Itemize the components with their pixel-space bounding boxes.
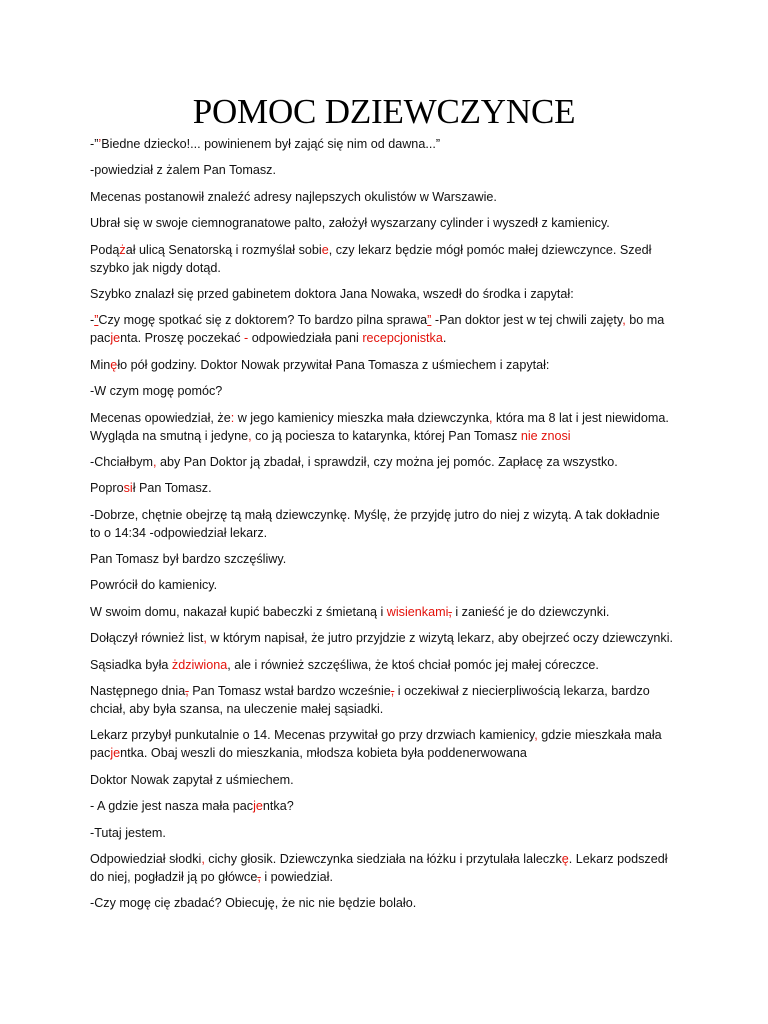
text-run: Doktor Nowak zapytał z uśmiechem. — [90, 772, 294, 787]
text-line — [90, 656, 690, 674]
text-run: Popro — [90, 481, 124, 496]
text-run: Podą — [90, 242, 120, 257]
text-run: w jego kamienicy mieszka mała dziewczynka — [234, 410, 489, 425]
text-line — [90, 797, 690, 815]
text-line — [90, 771, 690, 789]
text-run: chciał, aby była szansa, na uleczenie małej sąsiadki. — [90, 702, 384, 717]
correction-mark: , — [257, 869, 261, 884]
correction-mark: , — [390, 684, 395, 699]
paragraph — [90, 409, 690, 445]
text-run: -Pan doktor jest w tej chwili zajęty — [431, 313, 623, 328]
text-line — [90, 311, 690, 329]
correction-mark: , — [203, 631, 207, 646]
text-run: ntka. Obaj weszli do mieszkania, młodsza kobieta była poddenerwowana — [120, 746, 527, 761]
text-run: Wygląda na smutną i jedyne — [90, 428, 249, 443]
paragraph — [90, 311, 690, 347]
text-line — [90, 188, 690, 206]
correction-mark: : — [230, 410, 235, 425]
text-line — [90, 453, 690, 471]
text-run: - — [90, 313, 95, 328]
correction-mark: wisienkami — [386, 604, 449, 619]
correction-mark: , — [152, 454, 157, 469]
text-run: Odpowiedział słodki — [90, 851, 202, 866]
paragraph — [90, 356, 690, 374]
correction-mark: ę — [110, 357, 118, 372]
text-run: ntka? — [262, 799, 294, 814]
text-line — [90, 259, 690, 277]
paragraph — [90, 682, 690, 718]
text-run: i powiedział. — [260, 869, 333, 884]
text-run: Mecenas postanowił znaleźć adresy najlepszych okulistów w Warszawie. — [90, 189, 497, 204]
paragraph — [90, 797, 690, 815]
text-line — [90, 603, 690, 621]
text-run: do niej, pogładził ją po główce — [90, 869, 258, 884]
text-run: pac — [90, 746, 111, 761]
paragraph — [90, 285, 690, 303]
text-run: Biedne dziecko!... powinienem był zająć się nim od dawna...” — [101, 137, 441, 151]
text-run: , ale i również szczęśliwa, że ktoś chciał pomóc jej małej córeczce. — [227, 657, 599, 672]
paragraph — [90, 771, 690, 789]
paragraph — [90, 576, 690, 594]
text-run: odpowiedziała pani — [248, 331, 363, 346]
text-run: Min — [90, 357, 111, 372]
correction-mark: si — [123, 481, 133, 496]
text-line — [90, 427, 690, 445]
text-line — [90, 682, 690, 700]
text-line — [90, 479, 690, 497]
text-run: -Dobrze, chętnie obejrzę tą małą dziewczynkę. Myślę, że przyjdę jutro do niej z wizytą. A tak dokładnie — [90, 507, 660, 522]
text-line — [90, 524, 690, 542]
text-run: to o 14:34 -odpowiedział lekarz. — [90, 525, 268, 540]
paragraph — [90, 629, 690, 647]
paragraph — [90, 726, 690, 762]
text-line — [90, 329, 690, 347]
text-run: . Lekarz podszedł — [568, 851, 668, 866]
text-line — [90, 824, 690, 842]
text-line — [90, 161, 690, 179]
text-line — [90, 629, 690, 647]
correction-mark: , — [201, 851, 205, 866]
text-run: ł Pan Tomasz. — [132, 481, 212, 496]
paragraph — [90, 135, 690, 153]
text-run: szybko jak nigdy dotąd. — [90, 260, 221, 275]
text-line — [90, 894, 690, 912]
correction-mark: - — [244, 331, 249, 346]
correction-mark: , — [534, 728, 538, 743]
text-run: Sąsiadka była — [90, 657, 172, 672]
correction-mark: e — [321, 242, 329, 257]
text-run: ał ulicą Senatorską i rozmyślał sobi — [125, 242, 322, 257]
text-line — [90, 382, 690, 400]
text-run: Dołączył również list — [90, 631, 204, 646]
document-title: POMOC DZIEWCZYNCE — [192, 92, 576, 131]
text-run: Następnego dnia — [90, 684, 186, 699]
correction-mark: je — [110, 331, 121, 346]
paragraph — [90, 382, 690, 400]
text-run: bo ma — [625, 313, 665, 328]
text-run: Czy mogę spotkać się z doktorem? To bardzo pilna sprawa — [98, 313, 428, 328]
text-line — [90, 550, 690, 568]
text-run: w którym napisał, że jutro przyjdzie z wizytą lekarz, aby obejrzeć oczy dziewczynki. — [206, 631, 674, 646]
text-run: ło pół godziny. Doktor Nowak przywitał Pana Tomasza z uśmiechem i zapytał: — [117, 357, 550, 372]
text-line — [90, 214, 690, 232]
text-run: -” — [90, 137, 99, 151]
paragraph — [90, 241, 690, 277]
text-run: co ją pociesza to katarynka, której Pan Tomasz — [251, 428, 521, 443]
text-line — [90, 409, 690, 427]
text-run: -powiedział z żalem Pan Tomasz. — [90, 163, 276, 178]
correction-mark: nie znosi — [520, 428, 571, 443]
text-run: pac — [90, 331, 111, 346]
paragraph — [90, 188, 690, 206]
text-run: -Tutaj jestem. — [90, 825, 166, 840]
text-run: - A gdzie jest nasza mała pac — [90, 799, 254, 814]
text-run: Szybko znalazł się przed gabinetem doktora Jana Nowaka, wszedł do środka i zapytał: — [90, 286, 574, 301]
text-run: Pan Tomasz wstał bardzo wcześnie — [188, 684, 391, 699]
text-run: Ubrał się w swoje ciemnogranatowe palto, założył wyszarzany cylinder i wyszedł z kamienicy. — [90, 216, 610, 231]
text-line — [90, 850, 690, 868]
correction-mark: ż — [119, 242, 126, 257]
paragraph — [90, 506, 690, 542]
correction-mark: , — [448, 604, 452, 619]
text-line — [90, 744, 690, 762]
text-line — [90, 576, 690, 594]
paragraph — [90, 214, 690, 232]
correction-mark: ę — [561, 851, 569, 866]
text-run: Lekarz przybył punkutalnie o 14. Mecenas przywitał go przy drzwiach kamienicy — [90, 728, 535, 743]
text-line — [90, 135, 690, 153]
paragraph — [90, 479, 690, 497]
correction-mark: , — [248, 428, 252, 443]
text-run: gdzie mieszkała mała — [537, 728, 662, 743]
document-body — [90, 135, 690, 921]
correction-mark: recepcjonistka — [362, 331, 443, 346]
paragraph — [90, 550, 690, 568]
text-run: i zanieść je do dziewczynki. — [451, 604, 610, 619]
correction-mark: ’ — [98, 137, 102, 151]
text-run: cichy głosik. Dziewczynka siedziała na łóżku i przytulała laleczk — [204, 851, 562, 866]
text-run: W swoim domu, nakazał kupić babeczki z śmietaną i — [90, 604, 387, 619]
text-run: która ma 8 lat i jest niewidoma. — [492, 410, 669, 425]
paragraph — [90, 656, 690, 674]
correction-mark: , — [185, 684, 189, 699]
paragraph — [90, 824, 690, 842]
text-line — [90, 241, 690, 259]
text-run: nta. Proszę poczekać — [120, 331, 245, 346]
paragraph — [90, 850, 690, 886]
paragraph — [90, 161, 690, 179]
correction-mark: je — [253, 799, 263, 814]
paragraph — [90, 894, 690, 912]
correction-mark: je — [110, 746, 121, 761]
text-line — [90, 285, 690, 303]
text-line — [90, 700, 690, 718]
correction-mark: żdziwiona — [171, 657, 228, 672]
correction-mark: ” — [427, 313, 432, 328]
text-run: Powrócił do kamienicy. — [90, 578, 218, 593]
text-line — [90, 356, 690, 374]
text-run: i oczekiwał z niecierpliwością lekarza, bardzo — [394, 684, 650, 699]
text-run: , czy lekarz będzie mógł pomóc małej dziewczynce. Szedł — [328, 242, 652, 257]
text-run: Mecenas opowiedział, że — [90, 410, 231, 425]
paragraph — [90, 603, 690, 621]
text-line — [90, 506, 690, 524]
text-run: Pan Tomasz był bardzo szczęśliwy. — [90, 552, 287, 567]
correction-mark: , — [488, 410, 493, 425]
text-run: -Czy mogę cię zbadać? Obiecuję, że nic nie będzie bolało. — [90, 896, 417, 911]
text-run: -Chciałbym — [90, 454, 153, 469]
text-line — [90, 726, 690, 744]
correction-mark: , — [622, 313, 626, 328]
paragraph — [90, 453, 690, 471]
text-run: -W czym mogę pomóc? — [90, 384, 223, 399]
correction-mark: ” — [94, 313, 99, 328]
text-line — [90, 868, 690, 886]
text-run: . — [442, 331, 447, 346]
text-run: aby Pan Doktor ją zbadał, i sprawdził, czy można jej pomóc. Zapłacę za wszystko. — [156, 454, 618, 469]
